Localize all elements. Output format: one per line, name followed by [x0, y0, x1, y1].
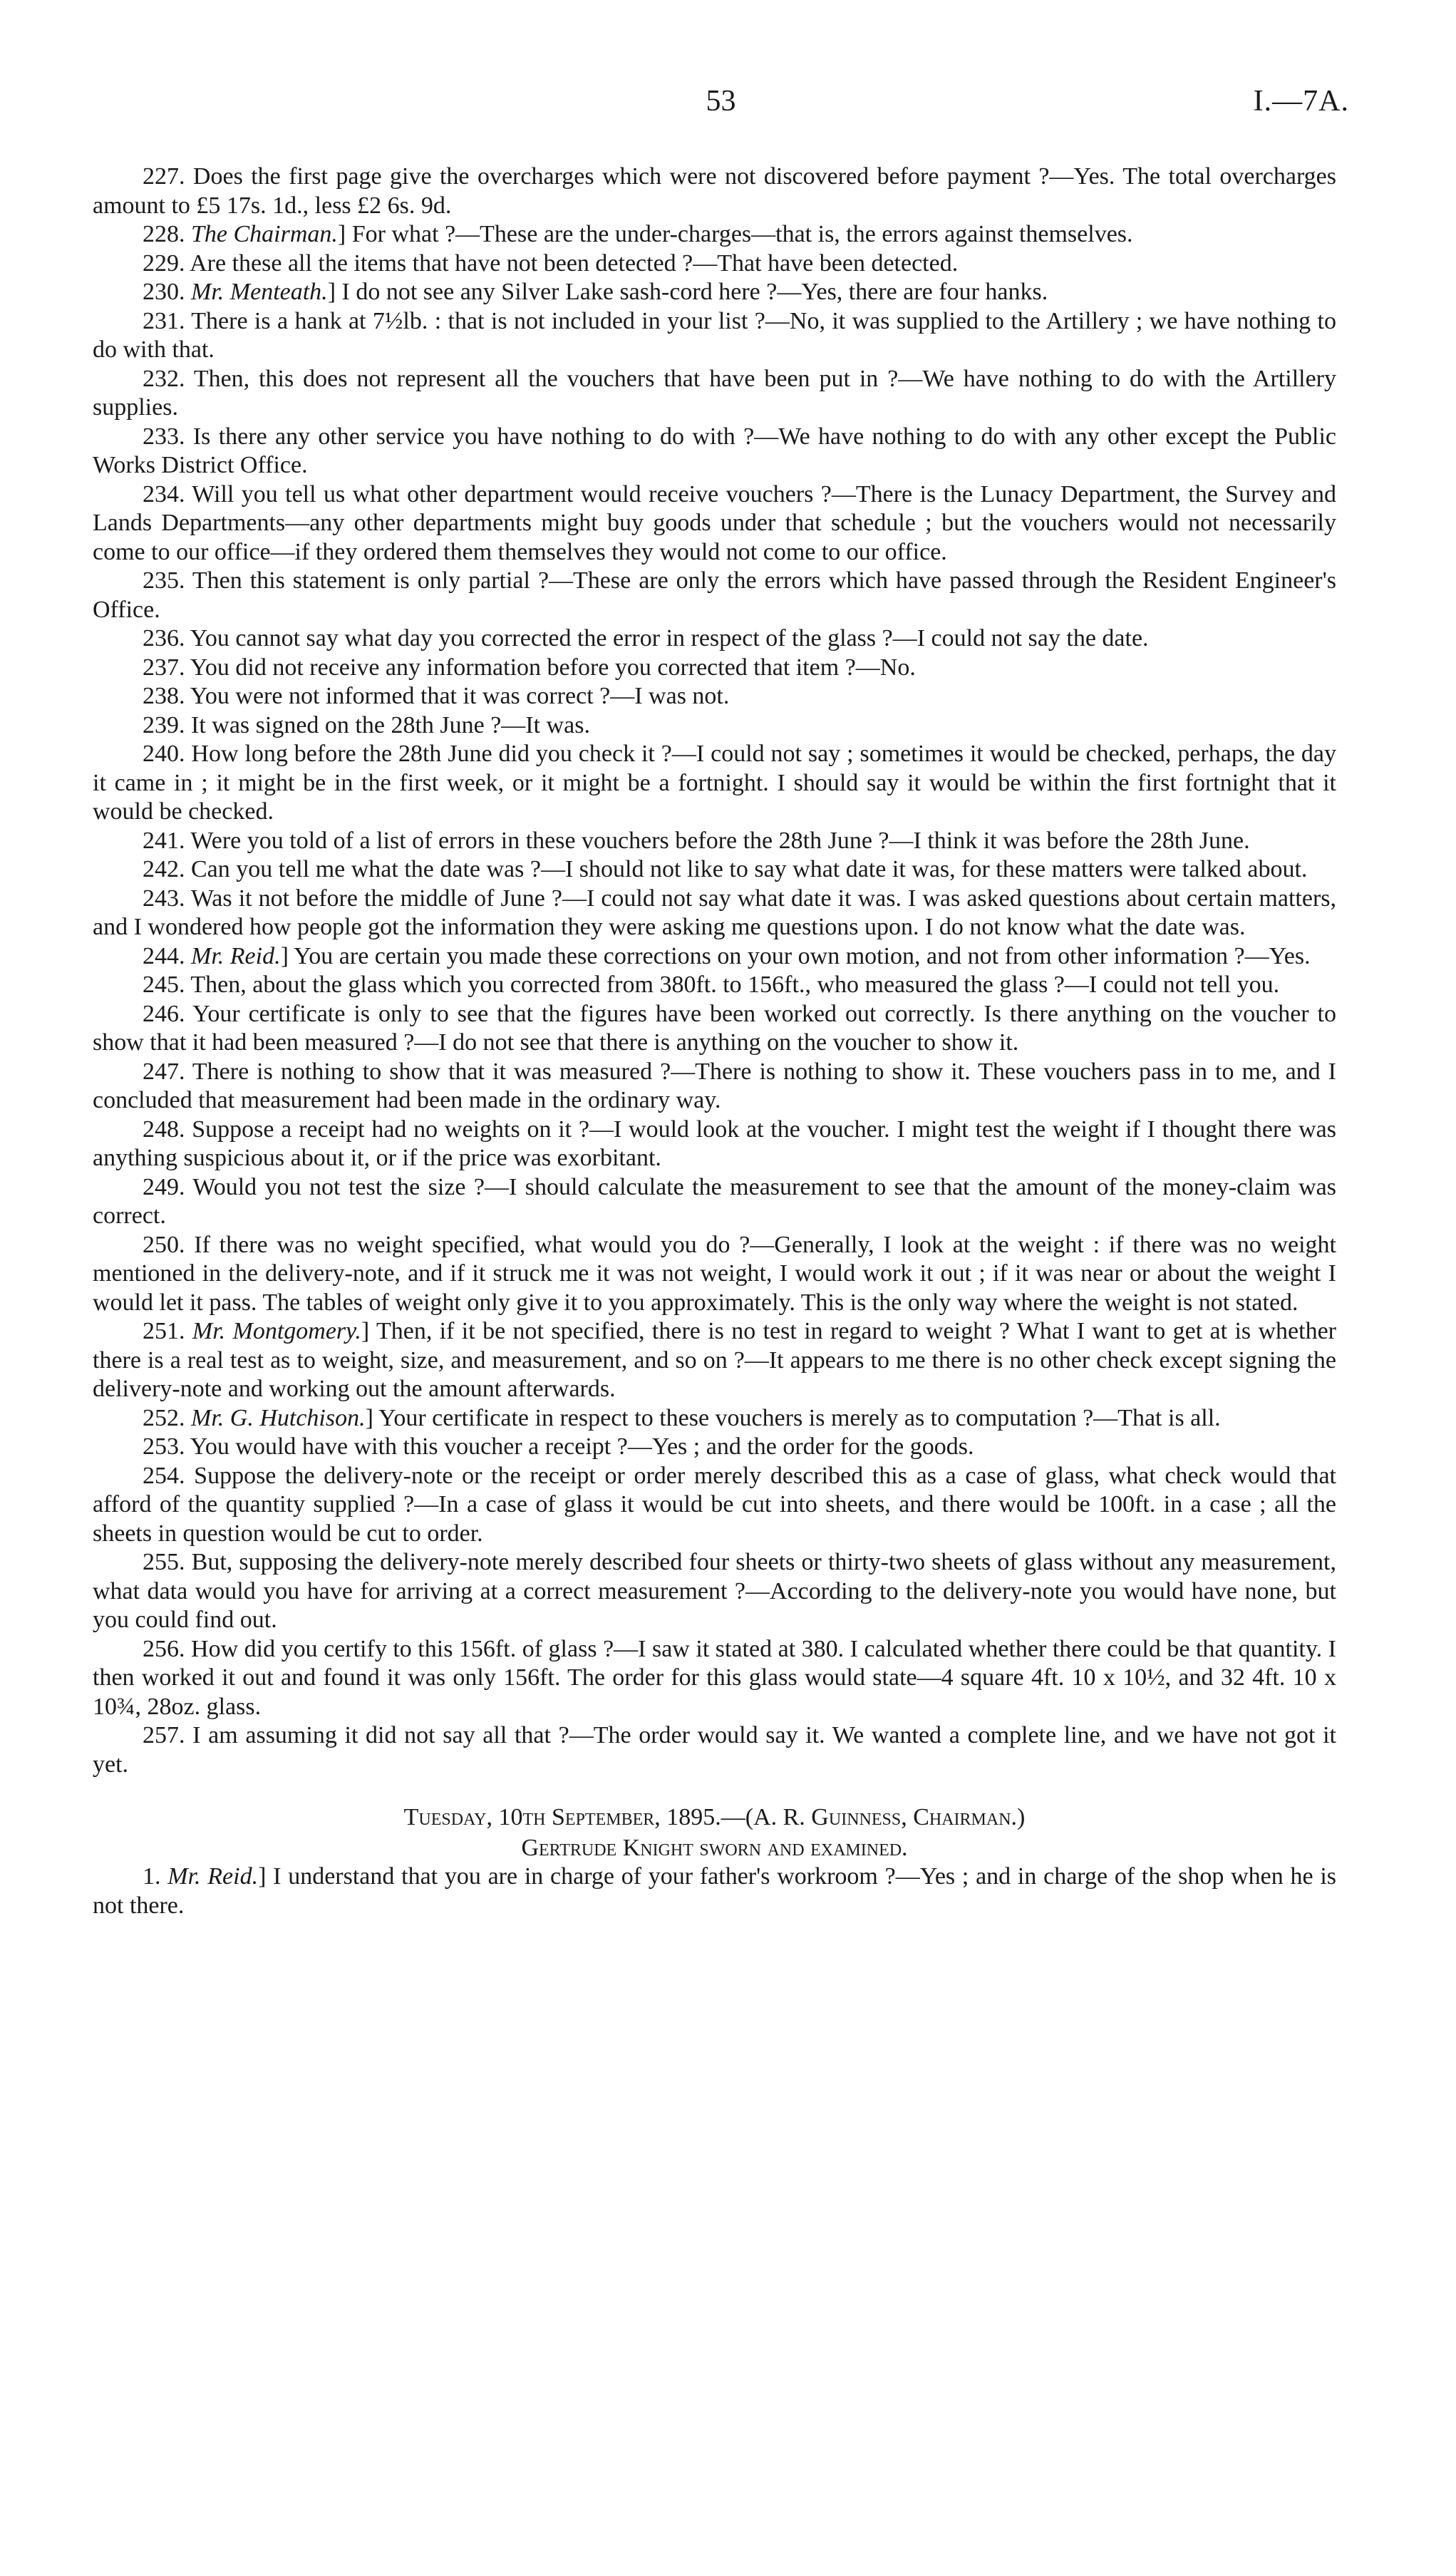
question-244: 244. Mr. Reid.] You are certain you made these corrections on your own motion, and not from other information ?—Yes. — [143, 942, 1311, 969]
speaker-name: Mr. Menteath. — [191, 279, 328, 305]
page-number: 53 — [706, 85, 736, 118]
page-header — [93, 84, 1349, 127]
speaker-name: Mr. G. Hutchison. — [191, 1404, 366, 1431]
question-246: 246. Your certificate is only to see that the figures have been worked out correctly. Is there anything on the voucher to show that it had been measured ?—I do not see that there is anything on the voucher to show it. — [93, 1000, 1336, 1056]
question-239: 239. It was signed on the 28th June ?—It was. — [143, 711, 590, 738]
question-1: 1. Mr. Reid.] I understand that you are in charge of your father's workroom ?—Yes ; and in charge of the shop when he is not there. — [93, 1863, 1337, 1919]
question-248: 248. Suppose a receipt had no weights on it ?—I would look at the voucher. I might test the weight if I thought there was anything suspicious about it, or if the price was exorbitant. — [93, 1116, 1336, 1171]
question-241: 241. Were you told of a list of errors in these vouchers before the 28th June ?—I think it was before the 28th June. — [143, 827, 1250, 854]
question-249: 249. Would you not test the size ?—I should calculate the measurement to see that the amount of the money-claim was correct. — [93, 1173, 1336, 1229]
question-238: 238. You were not informed that it was correct ?—I was not. — [143, 683, 730, 709]
question-253: 253. You would have with this voucher a receipt ?—Yes ; and the order for the goods. — [143, 1433, 974, 1460]
speaker-name: Mr. Reid. — [191, 942, 281, 969]
speaker-name: Mr. Montgomery. — [192, 1318, 361, 1344]
question-255: 255. But, supposing the delivery-note merely described four sheets or thirty-two sheets of glass without any measurement, what data would you have for arriving at a correct measurement ?—According to the delivery-note you would have none, but you could find out. — [93, 1549, 1336, 1633]
question-240: 240. How long before the 28th June did you check it ?—I could not say ; sometimes it would be checked, perhaps, the day it came in ; it might be in the first week, or it might be a fortnight. I should say it would be within the first fortnight that it would be checked. — [93, 741, 1336, 825]
question-237: 237. You did not receive any information before you corrected that item ?—No. — [143, 654, 916, 681]
evidence-text — [93, 163, 1336, 1920]
question-232: 232. Then, this does not represent all the vouchers that have been put in ?—We have nothing to do with the Artillery supplies. — [93, 365, 1336, 421]
question-245: 245. Then, about the glass which you corrected from 380ft. to 156ft., who measured the glass ?—I could not tell you. — [143, 972, 1280, 998]
witness-heading: Gertrude Knight sworn and examined. — [521, 1834, 908, 1861]
question-235: 235. Then this statement is only partial ?—These are only the errors which have passed through the Resident Engineer's Office. — [93, 567, 1336, 623]
session-heading: Tuesday, 10th September, 1895.—(A. R. Guinness, Chairman.) — [403, 1804, 1026, 1830]
question-254: 254. Suppose the delivery-note or the receipt or order merely described this as a case of glass, what check would that afford of the quantity supplied ?—In a case of glass it would be cut into sheets, and there would be 100ft. in a case ; all the sheets in question would be cut to order. — [93, 1462, 1336, 1547]
question-234: 234. Will you tell us what other department would receive vouchers ?—There is the Lunacy Department, the Survey and Lands Departments—any other departments might buy goods under that schedule ; but the vouchers would not necessarily come to our office—if they ordered them themselves they would not come to our office. — [93, 480, 1336, 565]
question-243: 243. Was it not before the middle of June ?—I could not say what date it was. I was asked questions about certain matters, and I wondered how people got the information they were asking me questions upon. I do not know what the date was. — [93, 885, 1336, 940]
question-228: 228. The Chairman.] For what ?—These are the under-charges—that is, the errors against themselves. — [143, 221, 1133, 247]
question-251: 251. Mr. Montgomery.] Then, if it be not specified, there is no test in regard to weight ? What I want to get at is whether there is a real test as to weight, size, and measurement, and so on ?—It appears to me there is no other check except signing the delivery-note and working out the amount afterwards. — [93, 1318, 1337, 1402]
question-256: 256. How did you certify to this 156ft. of glass ?—I saw it stated at 380. I calculated whether there could be that quantity. I then worked it out and found it was only 156ft. The order for this glass would state—4 square 4ft. 10 x 10½, and 32 4ft. 10 x 10¾, 28oz. glass. — [93, 1635, 1336, 1720]
question-230: 230. Mr. Menteath.] I do not see any Silver Lake sash-cord here ?—Yes, there are four hanks. — [143, 279, 1048, 305]
question-229: 229. Are these all the items that have not been detected ?—That have been detected. — [143, 249, 959, 277]
question-252: 252. Mr. G. Hutchison.] Your certificate in respect to these vouchers is merely as to computation ?—That is all. — [143, 1404, 1221, 1431]
question-250: 250. If there was no weight specified, what would you do ?—Generally, I look at the weight : if there was no weight mentioned in the delivery-note, and if it struck me it was not weight, I would work it out ; if it was near or about the weight I would let it pass. The tables of weight only give it to you approximately. This is the only way where the weight is not stated. — [93, 1231, 1336, 1316]
question-227: 227. Does the first page give the overcharges which were not discovered before payment ?—Yes. The total overcharges amount to £5 17s. 1d., less £2 6s. 9d. — [93, 163, 1336, 219]
question-233: 233. Is there any other service you have nothing to do with ?—We have nothing to do with any other except the Public Works District Office. — [93, 423, 1336, 478]
question-247: 247. There is nothing to show that it was measured ?—There is nothing to show it. These vouchers pass in to me, and I concluded that measurement had been made in the ordinary way. — [93, 1058, 1336, 1113]
question-257: 257. I am assuming it did not say all that ?—The order would say it. We wanted a complete line, and we have not got it yet. — [93, 1722, 1336, 1778]
speaker-name: The Chairman. — [191, 221, 338, 247]
question-231: 231. There is a hank at 7½lb. : that is not included in your list ?—No, it was supplied to the Artillery ; we have nothing to do with that. — [93, 307, 1336, 363]
question-236: 236. You cannot say what day you corrected the error in respect of the glass ?—I could not say the date. — [143, 625, 1149, 651]
speaker-name: Mr. Reid. — [167, 1863, 259, 1890]
paper-reference: I.—7A. — [1253, 85, 1349, 118]
question-242: 242. Can you tell me what the date was ?—I should not like to say what date it was, for these matters were talked about. — [143, 856, 1308, 882]
